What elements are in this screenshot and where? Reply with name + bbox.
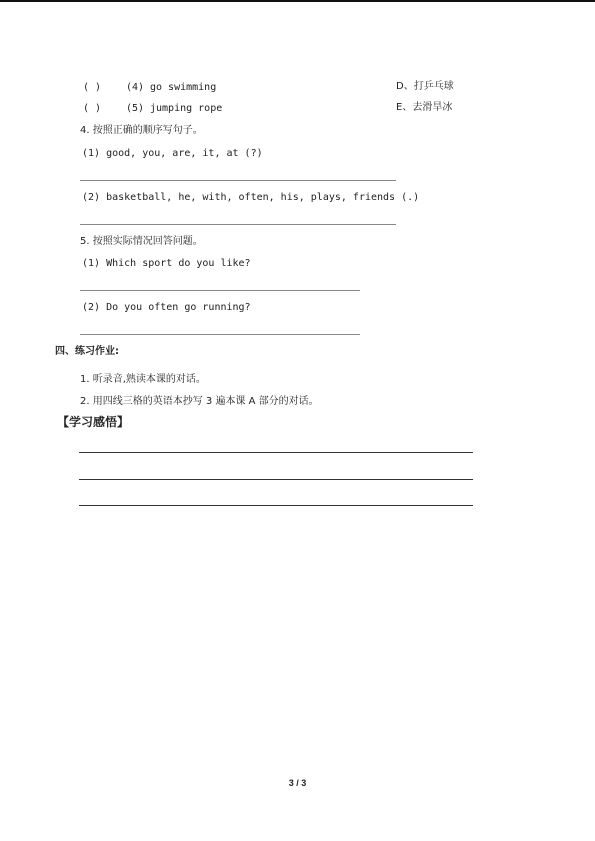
page-top-border	[0, 0, 595, 2]
q5-title: 5. 按照实际情况回答问题。	[80, 236, 203, 247]
match-item-5-number: (5)	[126, 103, 145, 114]
match-item-4-bracket: ( )	[83, 82, 102, 93]
match-item-5-bracket: ( )	[83, 103, 102, 114]
section-4-heading: 四、练习作业:	[55, 346, 119, 357]
page-number: 3 / 3	[288, 778, 307, 788]
reflection-line-2	[79, 479, 473, 480]
q5-item-2: (2) Do you often go running?	[82, 302, 251, 313]
match-option-e: E、去滑旱冰	[396, 102, 453, 113]
section-4-item-2: 2. 用四线三格的英语本抄写 3 遍本课 A 部分的对话。	[80, 396, 319, 407]
match-item-5-text: jumping rope	[150, 103, 223, 114]
match-option-d: D、打乒乓球	[396, 81, 454, 92]
q5-item-1: (1) Which sport do you like?	[82, 258, 251, 269]
section-4-item-1: 1. 听录音,熟读本课的对话。	[80, 374, 206, 385]
match-item-4-number: (4)	[126, 82, 145, 93]
q4-item-1: (1) good, you, are, it, at (?)	[82, 148, 263, 159]
reflection-heading: 【学习感悟】	[57, 415, 130, 429]
q4-answer-line-1	[80, 180, 396, 181]
reflection-line-1	[79, 452, 473, 453]
q5-answer-line-1	[80, 290, 360, 291]
q4-answer-line-2	[80, 224, 396, 225]
q4-item-2: (2) basketball, he, with, often, his, plays, friends (.)	[82, 192, 420, 203]
match-item-4-text: go swimming	[150, 82, 217, 93]
reflection-line-3	[79, 505, 473, 506]
q5-answer-line-2	[80, 334, 360, 335]
q4-title: 4. 按照正确的顺序写句子。	[80, 125, 203, 136]
